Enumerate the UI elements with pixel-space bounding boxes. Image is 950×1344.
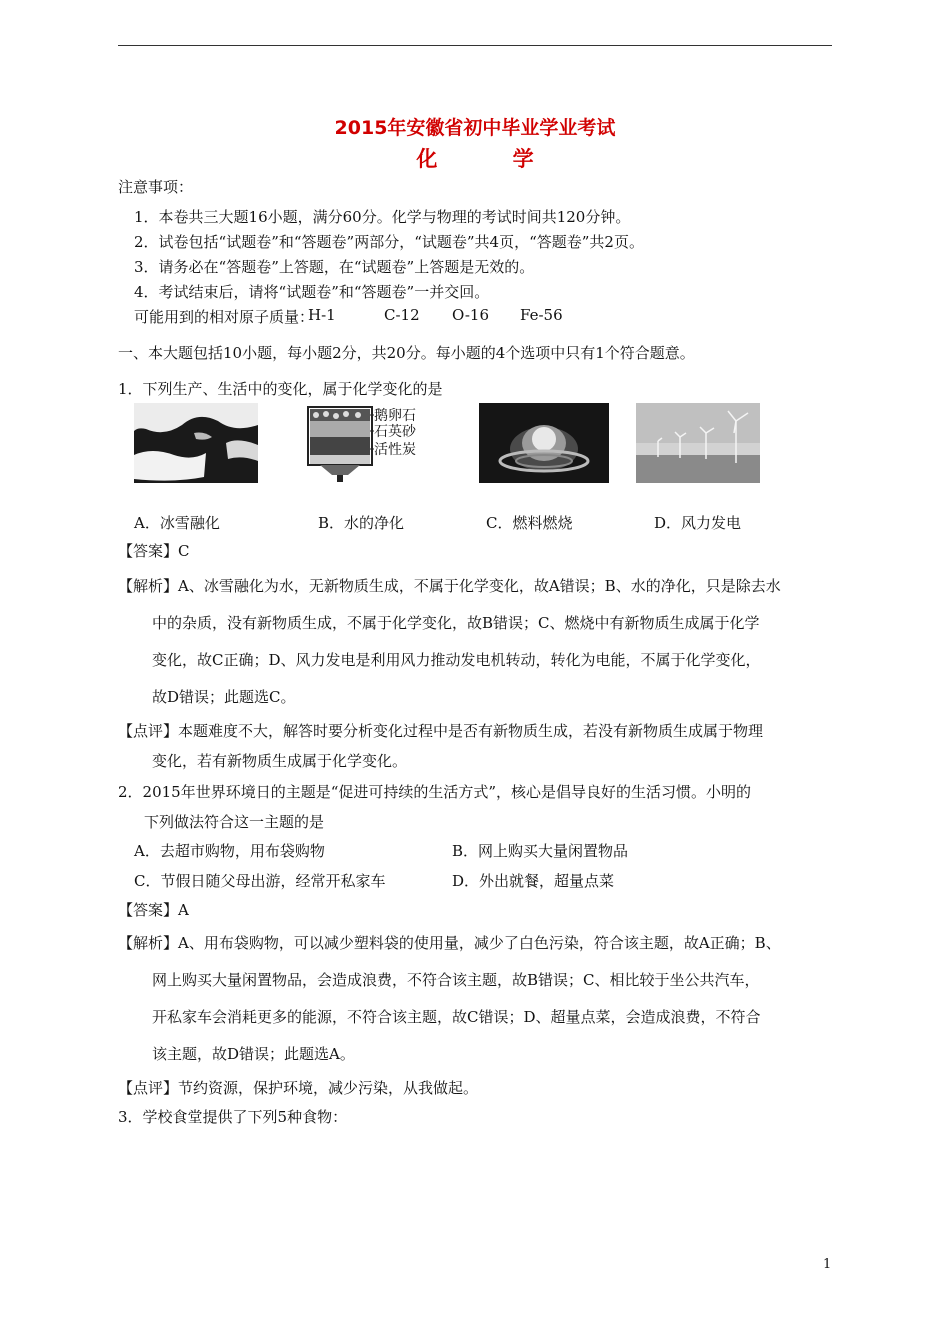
atomic-mass-h: H-1 [308, 306, 336, 324]
question-3-stem: 3．学校食堂提供了下列5种食物： [118, 1108, 348, 1126]
question-2-stem: 2．2015年世界环境日的主题是“促进可持续的生活方式”，核心是倡导良好的生活习惯。小明的 [118, 783, 752, 801]
note-item: 4．考试结束后，请将“试题卷”和“答题卷”一并交回。 [134, 283, 490, 301]
q1-option-d: D．风力发电 [654, 514, 742, 532]
q2-answer: 【答案】A [118, 901, 189, 919]
exam-subject: 化 学 [416, 147, 568, 171]
question-2-stem: 下列做法符合这一主题的是 [144, 813, 325, 831]
question-1-stem: 1．下列生产、生活中的变化，属于化学变化的是 [118, 380, 443, 398]
q1-analysis-line: 变化，故C正确；D、风力发电是利用风力推动发电机转动，转化为电能，不属于化学变化， [152, 651, 761, 669]
note-item: 2．试卷包括“试题卷”和“答题卷”两部分，“试题卷”共4页，“答题卷”共2页。 [134, 233, 644, 251]
q1-analysis-line: 故D错误；此题选C。 [152, 688, 296, 706]
exam-title: 2015年安徽省初中毕业学业考试 [334, 117, 616, 139]
q2-option-a: A．去超市购物，用布袋购物 [134, 842, 325, 860]
q1-analysis-line: 中的杂质，没有新物质生成，不属于化学变化，故B错误；C、燃烧中有新物质生成属于化学 [152, 614, 760, 632]
atomic-mass-o: O-16 [452, 306, 490, 324]
filter-label-pebble: 鹅卵石 [374, 408, 416, 424]
q2-analysis-line: 该主题，故D错误；此题选A。 [152, 1045, 355, 1063]
q2-analysis-line: 开私家车会消耗更多的能源，不符合该主题，故C错误；D、超量点菜，会造成浪费，不符合 [152, 1008, 761, 1026]
q1-answer: 【答案】C [118, 542, 190, 560]
q1-option-b: B．水的净化 [318, 514, 405, 532]
q2-option-d: D．外出就餐，超量点菜 [452, 872, 615, 890]
q1-analysis-line: 【解析】A、冰雪融化为水，无新物质生成，不属于化学变化，故A错误；B、水的净化，只是除去水 [118, 577, 781, 595]
filter-label-carbon: 活性炭 [374, 442, 416, 458]
note-item: 3．请务必在“答题卷”上答题，在“试题卷”上答题是无效的。 [134, 258, 535, 276]
gas-flame-image [479, 403, 609, 483]
q1-option-a: A．冰雪融化 [134, 514, 220, 532]
note-item: 1．本卷共三大题16小题，满分60分。化学与物理的考试时间共120分钟。 [134, 208, 631, 226]
q2-comment: 【点评】节约资源，保护环境，减少污染，从我做起。 [118, 1079, 479, 1097]
q2-analysis-line: 网上购买大量闲置物品，会造成浪费，不符合该主题，故B错误；C、相比较于坐公共汽车， [152, 971, 760, 989]
atomic-mass-label: 可能用到的相对原子质量： [134, 308, 315, 326]
ice-melting-image [134, 403, 258, 483]
atomic-mass-c: C-12 [384, 306, 420, 324]
water-filter-image [304, 403, 440, 483]
q1-comment-line: 【点评】本题难度不大，解答时要分析变化过程中是否有新物质生成，若没有新物质生成属于物理 [118, 722, 764, 740]
q2-analysis-line: 【解析】A、用布袋购物，可以减少塑料袋的使用量，减少了白色污染，符合该主题，故A正确；B、 [118, 934, 781, 952]
wind-turbines-image [636, 403, 760, 483]
atomic-mass-fe: Fe-56 [520, 306, 563, 324]
q2-option-b: B．网上购买大量闲置物品 [452, 842, 629, 860]
notes-heading: 注意事项： [118, 178, 194, 196]
header-rule [118, 45, 832, 46]
filter-label-sand: 石英砂 [374, 424, 416, 440]
page-number: 1 [823, 1257, 832, 1272]
q1-option-c: C．燃料燃烧 [486, 514, 573, 532]
section-heading: 一、本大题包括10小题，每小题2分，共20分。每小题的4个选项中只有1个符合题意。 [118, 344, 695, 362]
q2-option-c: C．节假日随父母出游，经常开私家车 [134, 872, 386, 890]
q1-comment-line: 变化，若有新物质生成属于化学变化。 [152, 752, 408, 770]
